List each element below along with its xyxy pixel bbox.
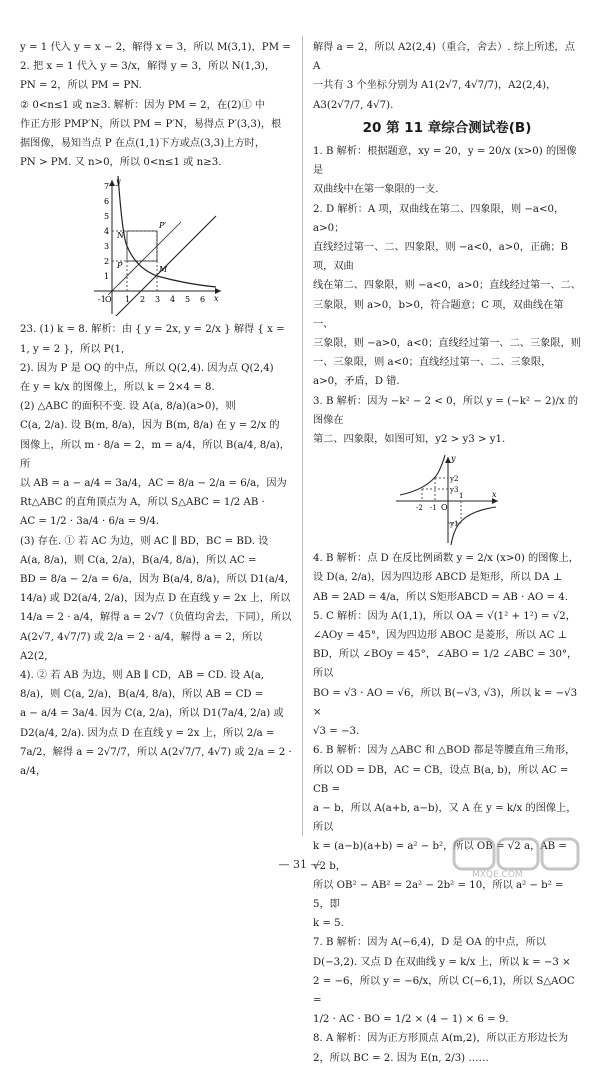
answer-line: 4. B 解析：点 D 在反比例函数 y = 2/x (x>0) 的图像上， [313,553,579,565]
right-line: A3(2√7/7, 4√7). [313,99,394,111]
y-tick: 7 [104,182,110,192]
right-line: 一共有 3 个坐标分别为 A1(2√7, 4√7/7)，A2(2,4)， [313,80,557,92]
answer-line: k = (a−b)(a+b) = a² − b²，所以 OB = √2 a，AB = √2 b， [313,841,567,872]
q23-line: 8/a)，则 C(a, 2/a)，B(a/4, 8/a)，所以 AB = CD = [20,689,264,701]
x-tick: 2 [140,295,146,305]
x-tick: 1 [125,295,131,305]
q23-line: (2) △ABC 的面积不变. 设 A(a, 8/a)(a>0)，则 [20,401,236,413]
q23-line: (3) 存在. ① 若 AC 为边，则 AC ∥ BD，BC = BD. 设 [20,535,269,547]
tick-label: 1 [459,492,464,501]
answer-line: 三象限，则 −a>0，a<0；直线经过第一、二、三象限，则 [313,338,581,350]
answer-line: k = 5. [313,918,344,930]
answer-line: √3 = −3. [313,726,360,738]
answer-line: 2. D 解析：A 项，双曲线在第二、四象限，则 −a<0，a>0； [313,203,565,234]
left-line: ② 0<n≤1 或 n≥3. 解析：因为 PM = 2，在(2)① 中 [20,99,266,111]
point-label: N [117,231,124,241]
axis-label: y [116,177,121,187]
origin-label: O [441,503,448,513]
answer-line: 三象限，则 a>0，b>0，符合题意；C 项，双曲线在第一、 [313,299,564,330]
section-title: 20 第 11 章综合测试卷(B) [362,119,532,136]
right-column [313,38,581,1068]
answer-line: ∠AOy = 45°，因为四边形 ABOC 是菱形，所以 AC ⊥ [313,630,568,642]
point-label: P [117,261,123,271]
point-label: P′ [159,221,167,231]
answer-line: 5. C 解析：因为 A(1,1)，所以 OA = √(1² + 1²) = √2， [313,610,576,622]
left-line: 据图像，易知当点 P 在点(1,1)下方或点(3,3)上方时， [20,138,266,150]
hyperbola-graph [86,176,226,316]
x-tick: 4 [170,295,176,305]
answer-line: 所以 OD = DB，AC = CB，设点 B(a, b)，所以 AC = CB = [313,764,569,795]
point-label: y2 [450,475,459,484]
answer-line: 3. B 解析：因为 −k² − 2 < 0，所以 y = (−k² − 2)/x 的图像在 [313,395,579,426]
x-tick: 6 [200,295,206,305]
answer-line: BD，所以 ∠BOy = 45°，∠ABO = 1/2 ∠ABC = 30°，所以 [313,649,578,680]
q23-line: C(a, 2/a). 设 B(m, 8/a)，因为 B(m, 8/a) 在 y = 2/x 的 [20,420,280,432]
y-tick: 6 [104,197,110,207]
q23-line: AC = 1/2 · 3a/4 · 6/a = 9/4. [20,516,160,528]
q23-line: 2). 因为 P 是 OQ 的中点，所以 Q(2,4). 因为点 Q(2,4) [20,362,274,374]
tick-label: -1 [430,504,437,513]
q23-line: 23. (1) k = 8. 解析：由 { y = 2x, y = 2/x } 解得 { x = 1, y = 2 }，所以 P(1, [20,324,285,355]
q23-line: 图像上，所以 m · 8/a = 2，m = a/4，所以 B(a/4, 8/a)，所 [20,439,290,470]
q23-line: 4). ② 若 AB 为边，则 AB ∥ CD，AB = CD. 设 A(a, [20,670,265,682]
answer-line: 7. B 解析：因为 A(−6,4)，D 是 OA 的中点，所以 [313,937,546,949]
answer-line: AB = 2AD = 4/a，所以 S矩形ABCD = AB · AO = 4. [313,591,569,603]
left-line: PN > PM. 又 n>0，所以 0<n≤1 或 n≥3. [20,157,222,169]
axis-label: x [492,490,497,500]
q23-line: a − a/4 = 3a/4. 因为 C(a, 2/a)，所以 D1(7a/4, 2/a) 或 [20,708,284,720]
axis-label: y [451,454,456,464]
x-tick: -1 [98,295,106,305]
x-tick: 5 [185,295,191,305]
q23-line: A(2√7, 4√7/7) 或 2/a = 2 · a/4，解得 a = 2，所以 A2(2, [20,631,263,662]
q23-line: 7a/2，解得 a = 2√7/7，所以 A(2√7/7, 4√7) 或 2/a = 2 · a/4， [20,746,292,778]
column-divider [302,36,303,836]
point-label: M [159,265,168,275]
tick-label: -2 [416,504,423,513]
hyperbola-graph-2 [392,453,502,545]
answer-line: a>0，矛盾，D 错. [313,376,400,388]
page-number: — 31 — [278,858,322,871]
left-line: 作正方形 PMP′N，所以 PM = P′N，易得点 P′(3,3)，根 [20,118,282,130]
answer-line: 直线经过第一、二、四象限，则 −a<0，a>0，正确；B 项，双曲 [313,242,569,273]
answer-line: BO = √3 · AO = √6，所以 B(−√3, √3)，所以 k = −√3 × [313,687,578,718]
point-label: y3 [450,486,459,495]
answer-line: 1. B 解析：根据题意，xy = 20，y = 20/x (x>0) 的图像是 [313,146,577,177]
y-tick: 2 [104,257,110,267]
left-column [20,38,292,781]
left-line: PN = 2，所以 PM = PN. [20,80,142,92]
answer-line: 2，所以 BC = 2. 因为 E(n, 2/3) …… [313,1052,489,1064]
answer-line: 1/2 · AC · BO = 1/2 × (4 − 1) × 6 = 9. [313,1014,509,1026]
q23-line: A(a, 8/a)，则 C(a, 2/a)，B(a/4, 8/a)，所以 AC = [20,554,257,566]
left-line: 2. 把 x = 1 代入 y = 3/x，解得 y = 3，所以 N(1,3)， [20,61,276,73]
answer-line: 所以 OB² − AB² = 2a² − 2b² = 10，所以 a² − b² = 5，即 [313,879,564,910]
answer-line: 双曲线中在第一象限的一支. [313,184,439,196]
watermark-logo [452,835,582,879]
q23-line: 14/a) 或 D2(a/4, 2/a)，因为点 D 在直线 y = 2x 上，所以 [20,593,291,605]
answer-line: 设 D(a, 2/a)，因为四边形 ABCD 是矩形，所以 DA ⊥ [313,572,563,584]
q23-line: 在 y = k/x 的图像上，所以 k = 2×4 = 8. [20,382,215,394]
y-tick: 1 [104,272,110,282]
y-tick: 3 [104,242,110,252]
answer-line: 第二、四象限，如图可知，y2 > y3 > y1. [313,434,506,446]
x-tick: 3 [155,295,161,305]
answer-line: a − b，所以 A(a+b, a−b)，又 A 在 y = k/x 的图像上，所以 [313,802,577,834]
left-line: y = 1 代入 y = x − 2，解得 x = 3，所以 M(3,1)，PM = [20,42,291,53]
y-tick: 4 [104,227,110,237]
answer-line: 线在第二、四象限，则 −a<0，a>0；直线经过第一、二、 [313,280,581,292]
point-label: y1 [450,520,459,529]
answer-line: 6. B 解析：因为 △ABC 和 △BOD 都是等腰直角三角形， [313,745,576,757]
axis-label: x [214,294,219,304]
q23-line: 14/a = 2 · a/4，解得 a = 2√7（负值均舍去，下同），所以 [20,612,292,624]
q23-line: 以 AB = a − a/4 = 3a/4，AC = 8/a − 2/a = 6/a，因为 [20,478,287,490]
answer-line: 2 = −6，所以 y = −6/x，所以 C(−6,1)，所以 S△AOC = [313,975,575,1006]
y-tick: 5 [104,212,110,222]
answer-line: D(−3,2). 又点 D 在双曲线 y = k/x 上，所以 k = −3 × [313,956,571,968]
right-line: 解得 a = 2，所以 A2(2,4)（重合，舍去）. 综上所述，点 A [313,42,575,73]
q23-line: Rt△ABC 的直角顶点为 A，所以 S△ABC = 1/2 AB · [20,497,265,509]
watermark-text: MXQE.COM [472,870,523,879]
q23-line: BD = 8/a − 2/a = 6/a，因为 B(a/4, 8/a)，所以 D1(a/4, [20,574,288,586]
answer-line: 一、三象限，则 a<0；直线经过第一、二、三象限， [313,357,552,369]
x-tick: O [105,295,112,305]
q23-line: D2(a/4, 2/a). 因为点 D 在直线 y = 2x 上，所以 2/a = [20,727,275,739]
answer-line: 8. A 解析：因为正方形顶点 A(m,2)，所以正方形边长为 [313,1033,569,1045]
